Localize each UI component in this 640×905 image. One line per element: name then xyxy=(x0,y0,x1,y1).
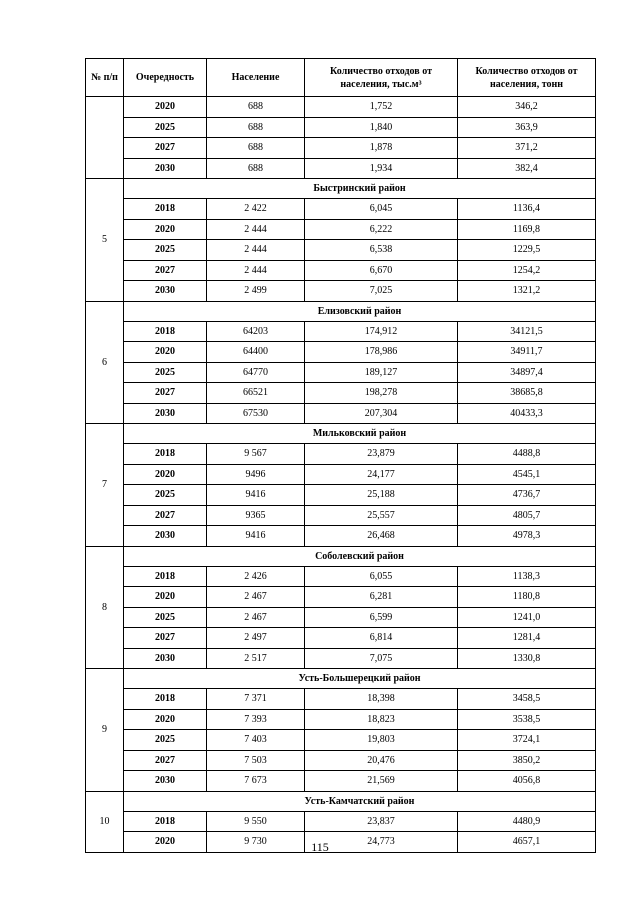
mass-cell: 4657,1 xyxy=(458,832,596,853)
table-row xyxy=(86,485,596,506)
table-row xyxy=(86,97,596,118)
volume-cell: 6,045 xyxy=(305,199,458,220)
mass-cell: 1229,5 xyxy=(458,240,596,261)
year-cell: 2025 xyxy=(124,730,207,751)
volume-cell: 21,569 xyxy=(305,771,458,792)
year-cell: 2018 xyxy=(124,321,207,342)
population-cell: 2 467 xyxy=(207,587,305,608)
population-cell: 2 497 xyxy=(207,628,305,649)
volume-cell: 25,188 xyxy=(305,485,458,506)
table-row xyxy=(86,607,596,628)
year-cell: 2020 xyxy=(124,587,207,608)
population-cell: 688 xyxy=(207,138,305,159)
volume-cell: 6,281 xyxy=(305,587,458,608)
mass-cell: 34121,5 xyxy=(458,321,596,342)
mass-cell: 1136,4 xyxy=(458,199,596,220)
mass-cell: 1254,2 xyxy=(458,260,596,281)
header-volume: Количество отходов от населения, тыс.м³ xyxy=(305,59,458,97)
row-number xyxy=(86,97,124,179)
header-num: № п/п xyxy=(86,59,124,97)
row-number: 8 xyxy=(86,546,124,669)
mass-cell: 4736,7 xyxy=(458,485,596,506)
mass-cell: 3458,5 xyxy=(458,689,596,710)
year-cell: 2030 xyxy=(124,403,207,424)
population-cell: 64770 xyxy=(207,362,305,383)
header-population: Население xyxy=(207,59,305,97)
year-cell: 2030 xyxy=(124,281,207,302)
row-number: 10 xyxy=(86,791,124,852)
region-name: Быстринский район xyxy=(124,179,596,199)
table-row xyxy=(86,342,596,363)
volume-cell: 7,025 xyxy=(305,281,458,302)
population-cell: 2 499 xyxy=(207,281,305,302)
population-cell: 9496 xyxy=(207,464,305,485)
mass-cell: 4056,8 xyxy=(458,771,596,792)
volume-cell: 6,538 xyxy=(305,240,458,261)
mass-cell: 38685,8 xyxy=(458,383,596,404)
year-cell: 2027 xyxy=(124,260,207,281)
mass-cell: 3538,5 xyxy=(458,709,596,730)
population-cell: 688 xyxy=(207,117,305,138)
volume-cell: 174,912 xyxy=(305,321,458,342)
year-cell: 2027 xyxy=(124,138,207,159)
table-row xyxy=(86,811,596,832)
year-cell: 2025 xyxy=(124,362,207,383)
region-name: Усть-Большерецкий район xyxy=(124,669,596,689)
region-row xyxy=(86,179,596,199)
mass-cell: 4480,9 xyxy=(458,811,596,832)
header-mass: Количество отходов от населения, тонн xyxy=(458,59,596,97)
population-cell: 2 422 xyxy=(207,199,305,220)
mass-cell: 4545,1 xyxy=(458,464,596,485)
waste-table xyxy=(85,58,596,853)
table-row xyxy=(86,138,596,159)
table-row xyxy=(86,771,596,792)
region-row xyxy=(86,424,596,444)
population-cell: 7 371 xyxy=(207,689,305,710)
volume-cell: 18,398 xyxy=(305,689,458,710)
population-cell: 9 550 xyxy=(207,811,305,832)
table-row xyxy=(86,219,596,240)
population-cell: 2 444 xyxy=(207,260,305,281)
table-row xyxy=(86,628,596,649)
mass-cell: 1330,8 xyxy=(458,648,596,669)
volume-cell: 1,840 xyxy=(305,117,458,138)
mass-cell: 382,4 xyxy=(458,158,596,179)
volume-cell: 6,599 xyxy=(305,607,458,628)
year-cell: 2025 xyxy=(124,607,207,628)
region-name: Мильковский район xyxy=(124,424,596,444)
volume-cell: 6,055 xyxy=(305,566,458,587)
population-cell: 9 730 xyxy=(207,832,305,853)
year-cell: 2020 xyxy=(124,709,207,730)
year-cell: 2018 xyxy=(124,199,207,220)
population-cell: 2 517 xyxy=(207,648,305,669)
table-row xyxy=(86,689,596,710)
year-cell: 2020 xyxy=(124,97,207,118)
year-cell: 2027 xyxy=(124,383,207,404)
population-cell: 64400 xyxy=(207,342,305,363)
region-name: Елизовский район xyxy=(124,301,596,321)
population-cell: 7 393 xyxy=(207,709,305,730)
year-cell: 2020 xyxy=(124,219,207,240)
population-cell: 688 xyxy=(207,97,305,118)
table-row xyxy=(86,648,596,669)
population-cell: 7 673 xyxy=(207,771,305,792)
table-row xyxy=(86,566,596,587)
mass-cell: 34897,4 xyxy=(458,362,596,383)
table-row xyxy=(86,587,596,608)
table-row xyxy=(86,464,596,485)
mass-cell: 1281,4 xyxy=(458,628,596,649)
year-cell: 2025 xyxy=(124,485,207,506)
table-row xyxy=(86,505,596,526)
table-row xyxy=(86,260,596,281)
population-cell: 2 467 xyxy=(207,607,305,628)
table-row xyxy=(86,158,596,179)
volume-cell: 25,557 xyxy=(305,505,458,526)
mass-cell: 4805,7 xyxy=(458,505,596,526)
population-cell: 688 xyxy=(207,158,305,179)
table-row xyxy=(86,709,596,730)
header-stage: Очередность xyxy=(124,59,207,97)
table-header-row xyxy=(86,59,596,97)
table-row xyxy=(86,444,596,465)
population-cell: 66521 xyxy=(207,383,305,404)
table-row xyxy=(86,403,596,424)
mass-cell: 1180,8 xyxy=(458,587,596,608)
volume-cell: 198,278 xyxy=(305,383,458,404)
population-cell: 67530 xyxy=(207,403,305,424)
mass-cell: 1241,0 xyxy=(458,607,596,628)
table-row xyxy=(86,730,596,751)
mass-cell: 34911,7 xyxy=(458,342,596,363)
region-row xyxy=(86,669,596,689)
volume-cell: 19,803 xyxy=(305,730,458,751)
population-cell: 9416 xyxy=(207,485,305,506)
mass-cell: 1169,8 xyxy=(458,219,596,240)
population-cell: 9365 xyxy=(207,505,305,526)
year-cell: 2018 xyxy=(124,566,207,587)
mass-cell: 1321,2 xyxy=(458,281,596,302)
population-cell: 2 444 xyxy=(207,240,305,261)
volume-cell: 26,468 xyxy=(305,526,458,547)
mass-cell: 3724,1 xyxy=(458,730,596,751)
volume-cell: 1,878 xyxy=(305,138,458,159)
mass-cell: 371,2 xyxy=(458,138,596,159)
table-row xyxy=(86,321,596,342)
region-name: Соболевский район xyxy=(124,546,596,566)
population-cell: 9 567 xyxy=(207,444,305,465)
population-cell: 64203 xyxy=(207,321,305,342)
volume-cell: 24,773 xyxy=(305,832,458,853)
year-cell: 2030 xyxy=(124,158,207,179)
population-cell: 2 426 xyxy=(207,566,305,587)
year-cell: 2027 xyxy=(124,628,207,649)
volume-cell: 7,075 xyxy=(305,648,458,669)
table-row xyxy=(86,362,596,383)
year-cell: 2027 xyxy=(124,750,207,771)
table-row xyxy=(86,117,596,138)
table-body xyxy=(86,97,596,853)
row-number: 9 xyxy=(86,669,124,792)
volume-cell: 178,986 xyxy=(305,342,458,363)
row-number: 7 xyxy=(86,424,124,547)
volume-cell: 23,837 xyxy=(305,811,458,832)
population-cell: 9416 xyxy=(207,526,305,547)
table-row xyxy=(86,526,596,547)
volume-cell: 24,177 xyxy=(305,464,458,485)
table-row xyxy=(86,240,596,261)
row-number: 5 xyxy=(86,179,124,302)
volume-cell: 20,476 xyxy=(305,750,458,771)
year-cell: 2030 xyxy=(124,648,207,669)
year-cell: 2020 xyxy=(124,832,207,853)
volume-cell: 207,304 xyxy=(305,403,458,424)
population-cell: 2 444 xyxy=(207,219,305,240)
region-row xyxy=(86,791,596,811)
volume-cell: 189,127 xyxy=(305,362,458,383)
volume-cell: 1,934 xyxy=(305,158,458,179)
volume-cell: 6,222 xyxy=(305,219,458,240)
population-cell: 7 503 xyxy=(207,750,305,771)
mass-cell: 3850,2 xyxy=(458,750,596,771)
population-cell: 7 403 xyxy=(207,730,305,751)
region-row xyxy=(86,301,596,321)
year-cell: 2020 xyxy=(124,464,207,485)
year-cell: 2018 xyxy=(124,689,207,710)
volume-cell: 23,879 xyxy=(305,444,458,465)
year-cell: 2025 xyxy=(124,240,207,261)
table-row xyxy=(86,383,596,404)
mass-cell: 363,9 xyxy=(458,117,596,138)
year-cell: 2030 xyxy=(124,526,207,547)
mass-cell: 1138,3 xyxy=(458,566,596,587)
region-name: Усть-Камчатский район xyxy=(124,791,596,811)
table-row xyxy=(86,750,596,771)
year-cell: 2025 xyxy=(124,117,207,138)
mass-cell: 40433,3 xyxy=(458,403,596,424)
table-row xyxy=(86,281,596,302)
year-cell: 2030 xyxy=(124,771,207,792)
mass-cell: 346,2 xyxy=(458,97,596,118)
volume-cell: 6,670 xyxy=(305,260,458,281)
year-cell: 2020 xyxy=(124,342,207,363)
mass-cell: 4978,3 xyxy=(458,526,596,547)
row-number: 6 xyxy=(86,301,124,424)
year-cell: 2018 xyxy=(124,811,207,832)
volume-cell: 18,823 xyxy=(305,709,458,730)
volume-cell: 1,752 xyxy=(305,97,458,118)
table-row xyxy=(86,199,596,220)
volume-cell: 6,814 xyxy=(305,628,458,649)
mass-cell: 4488,8 xyxy=(458,444,596,465)
year-cell: 2018 xyxy=(124,444,207,465)
page-number: 115 xyxy=(311,840,329,854)
region-row xyxy=(86,546,596,566)
year-cell: 2027 xyxy=(124,505,207,526)
